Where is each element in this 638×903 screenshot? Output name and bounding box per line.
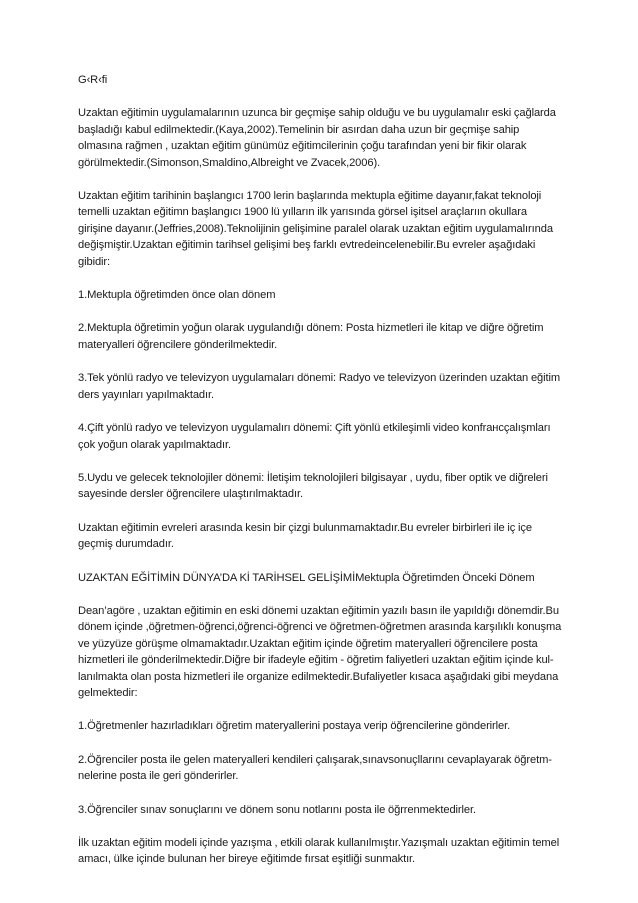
list-item-period-2: 2.Mektupla öğretimin yoğun olarak uygulandığı dönem: Posta hizmetleri ile kitap ve diğre öğretim materyalleri öğrencilere gönderilmektedir. (78, 322, 544, 351)
document-page (78, 72, 564, 885)
list-item-period-5: 5.Uydu ve gelecek teknolojiler dönemi: İletişim teknolojileri bilgisayar , uydu, fiber optik ve diğreleri sayesinde dersler öğrencilere ulaştırılmaktadır. (78, 471, 548, 501)
paragraph-history-start: Uzaktan eğitim tarihinin başlangıcı 1700 lerin başlarında mektupla eğitime dayanır,fakat teknoloji temelli uzaktan eğitimn başlangıcı 1900 lü yılların ilk yarısında görsel işitsel araçlarıın okullara girişine dayanır.(Jeffries,2008).Teknolijinin gelişimine paralel olarak uzaktan eğitim uygulamalırında değişmiştir.Uzaktan eğitimin tarihsel gelişimi beş farklı evtredeincelenebilir.Bu evreler aşağıdaki gibidir: (78, 190, 553, 268)
list-item-step-2: 2.Öğrenciler posta ile gelen materyalleri kendileri çalışarak,sınavsonuçllarını cevaplayarak öğretm-nelerine posta ile geri gönderirler. (78, 753, 552, 783)
paragraph-intro: Uzaktan eğitimin uygulamalarının uzunca bir geçmişe sahip olduğu ve bu uygulamalır eski çağlarda başladığı kabul edilmektedir.(Kaya,2002).Temelinin bir asırdan daha uzun bir geçmişe sahip olmasına rağmen , uzaktan eğitim günümüz eğitimcilerinin çoğu tarafından yeni bir fikir olarak görülmektedir.(Simonson,Smaldino,Albreight ve Zvacek,2006). (78, 107, 556, 169)
paragraph-dean: Dean’agöre , uzaktan eğitimin en eski dönemi uzaktan eğitimin yazılı basın ile yapıldığı dönemdir.Bu dönem içinde ,öğretmen-öğrenci,öğrenci-öğrenci ve öğretmen-öğretmen arasında karşılıklı konuşma ve yüzyüze görüşme olmamaktadır.Uzaktan eğitim içinde öğretim materyalleri öğrencilere posta hizmetleri ile gönderilmektedir.Diğre bir ifadeyle eğitim - öğretim faliyetleri uzaktan eğitim içinde kul-lanılmakta olan posta hizmetleri ile organize edilmektedir.Bufaliyetler kısaca aşağıdaki gibi meydana gelmektedir: (78, 604, 562, 699)
list-item-step-1: 1.Öğretmenler hazırladıkları öğretim materyallerini postaya verip öğrencilerine gönderirler. (78, 720, 511, 733)
document-heading: G‹R‹fi (78, 74, 108, 86)
paragraph-first-model: İlk uzaktan eğitim modeli içinde yazışma , etkili olarak kullanılmıştır.Yazışmalı uzaktan eğitimin temel amacı, ülke içinde bulunan her bireye eğitimde fırsat eşitliği sunmaktır. (78, 837, 560, 866)
list-item-period-3: 3.Tek yönlü radyo ve televizyon uygulamaları dönemi: Radyo ve televizyon üzerinden uzaktan eğitim ders yayınları yapılmaktadır. (78, 372, 561, 401)
list-item-period-4: 4.Çift yönlü radyo ve televizyon uygulamalırı dönemi: Çift yönlü etkileşimli video konfrансçalışmları çok yoğun olarak yapılmaktadır. (78, 422, 551, 451)
list-item-period-1: 1.Mektupla öğretimden önce olan dönem (78, 289, 276, 302)
paragraph-periods-overlap: Uzaktan eğitimin evreleri arasında kesin bir çizgi bulunmamaktadır.Bu evreler birbirleri ile iç içe geçmiş durumdadır. (78, 521, 532, 551)
section-heading-world-history: UZAKTAN EĞİTİMİN DÜNYA’DA Kİ TARİHSEL GELİŞİMİMektupla Öğretimden Önceki Dönem (78, 571, 535, 584)
list-item-step-3: 3.Öğrenciler sınav sonuçlarını ve dönem sonu notlarını posta ile öğrrenmektedirler. (78, 803, 476, 816)
